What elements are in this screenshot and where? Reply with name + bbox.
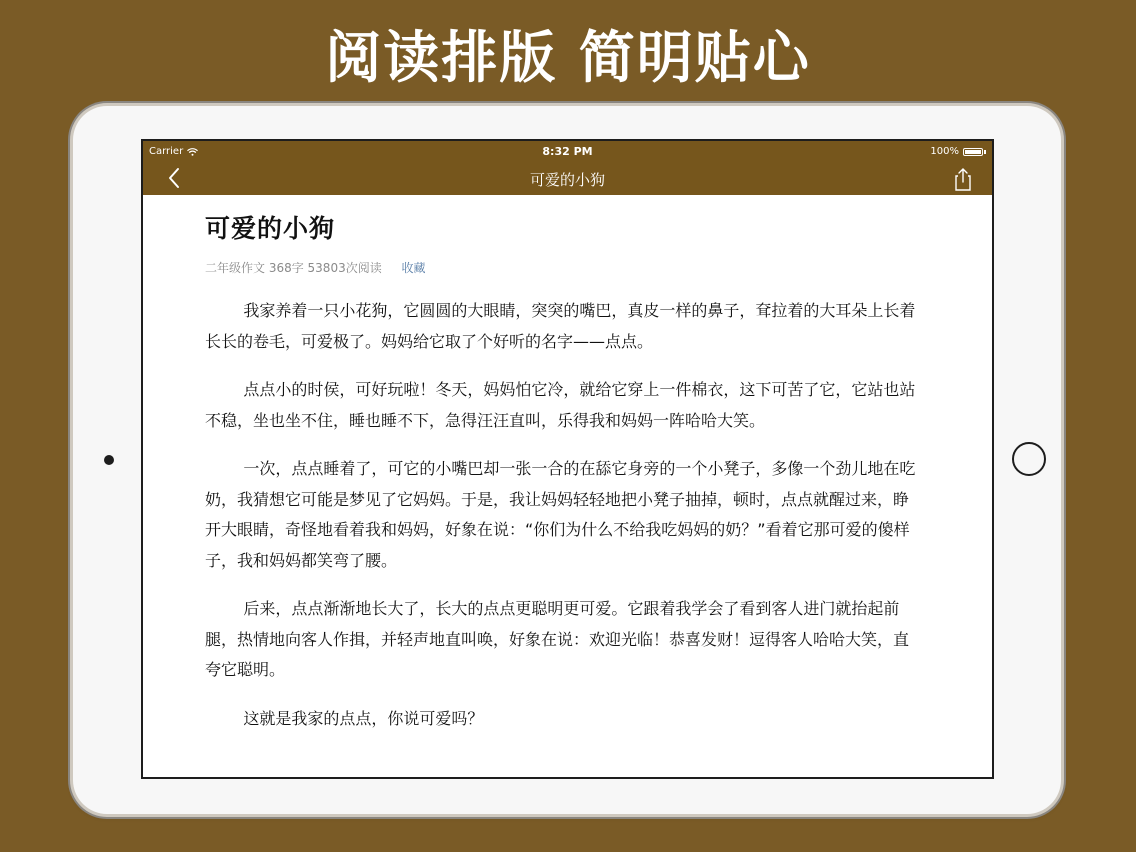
battery-percent: 100% xyxy=(930,146,959,157)
article-stats: 二年级作文 368字 53803次阅读 xyxy=(205,261,382,275)
front-camera xyxy=(104,455,114,465)
promo-banner-title: 阅读排版 简明贴心 xyxy=(325,26,811,91)
paragraph: 后来，点点渐渐地长大了，长大的点点更聪明更可爱。它跟着我学会了看到客人进门就抬起前腿，热情地向客人作揖，并轻声地直叫唤，好象在说：欢迎光临！恭喜发财！逗得客人哈哈大笑，直夸它聪明。 xyxy=(205,599,910,679)
article-title: 可爱的小狗 xyxy=(205,214,336,243)
paragraph: 点点小的时侯，可好玩啦！冬天，妈妈怕它冷，就给它穿上一件棉衣，这下可苦了它，它站也站不稳，坐也坐不住，睡也睡不下，急得汪汪直叫，乐得我和妈妈一阵哈哈大笑。 xyxy=(205,380,916,430)
paragraph: 这就是我家的点点，你说可爱吗？ xyxy=(243,708,484,728)
paragraph: 我家养着一只小花狗，它圆圆的大眼睛，突突的嘴巴，真皮一样的鼻子，耷拉着的大耳朵上长着长长的卷毛，可爱极了。妈妈给它取了个好听的名字——点点。 xyxy=(205,301,916,351)
status-time: 8:32 PM xyxy=(542,145,593,158)
home-button[interactable] xyxy=(1012,442,1046,476)
collect-link[interactable]: 收藏 xyxy=(401,261,426,275)
carrier-label: Carrier xyxy=(149,146,184,157)
share-icon[interactable] xyxy=(952,166,974,192)
article-body xyxy=(143,195,992,734)
paragraph: 一次，点点睡着了，可它的小嘴巴却一张一合的在舔它身旁的一个小凳子，多像一个劲儿地在吃奶，我猜想它可能是梦见了它妈妈。于是，我让妈妈轻轻地把小凳子抽掉，顿时，点点就醒过来，睁开大眼睛，奇怪地看着我和妈妈，好象在说：“你们为什么不给我吃妈妈的奶？”看着它那可爱的傻样子，我和妈妈都笑弯了腰。 xyxy=(205,459,916,570)
navigation-bar xyxy=(143,163,992,195)
battery-icon xyxy=(963,148,983,156)
app-screen xyxy=(141,139,994,779)
status-bar xyxy=(143,141,992,163)
article-meta xyxy=(205,259,920,276)
battery-tip xyxy=(984,150,986,154)
nav-title: 可爱的小狗 xyxy=(529,171,605,189)
